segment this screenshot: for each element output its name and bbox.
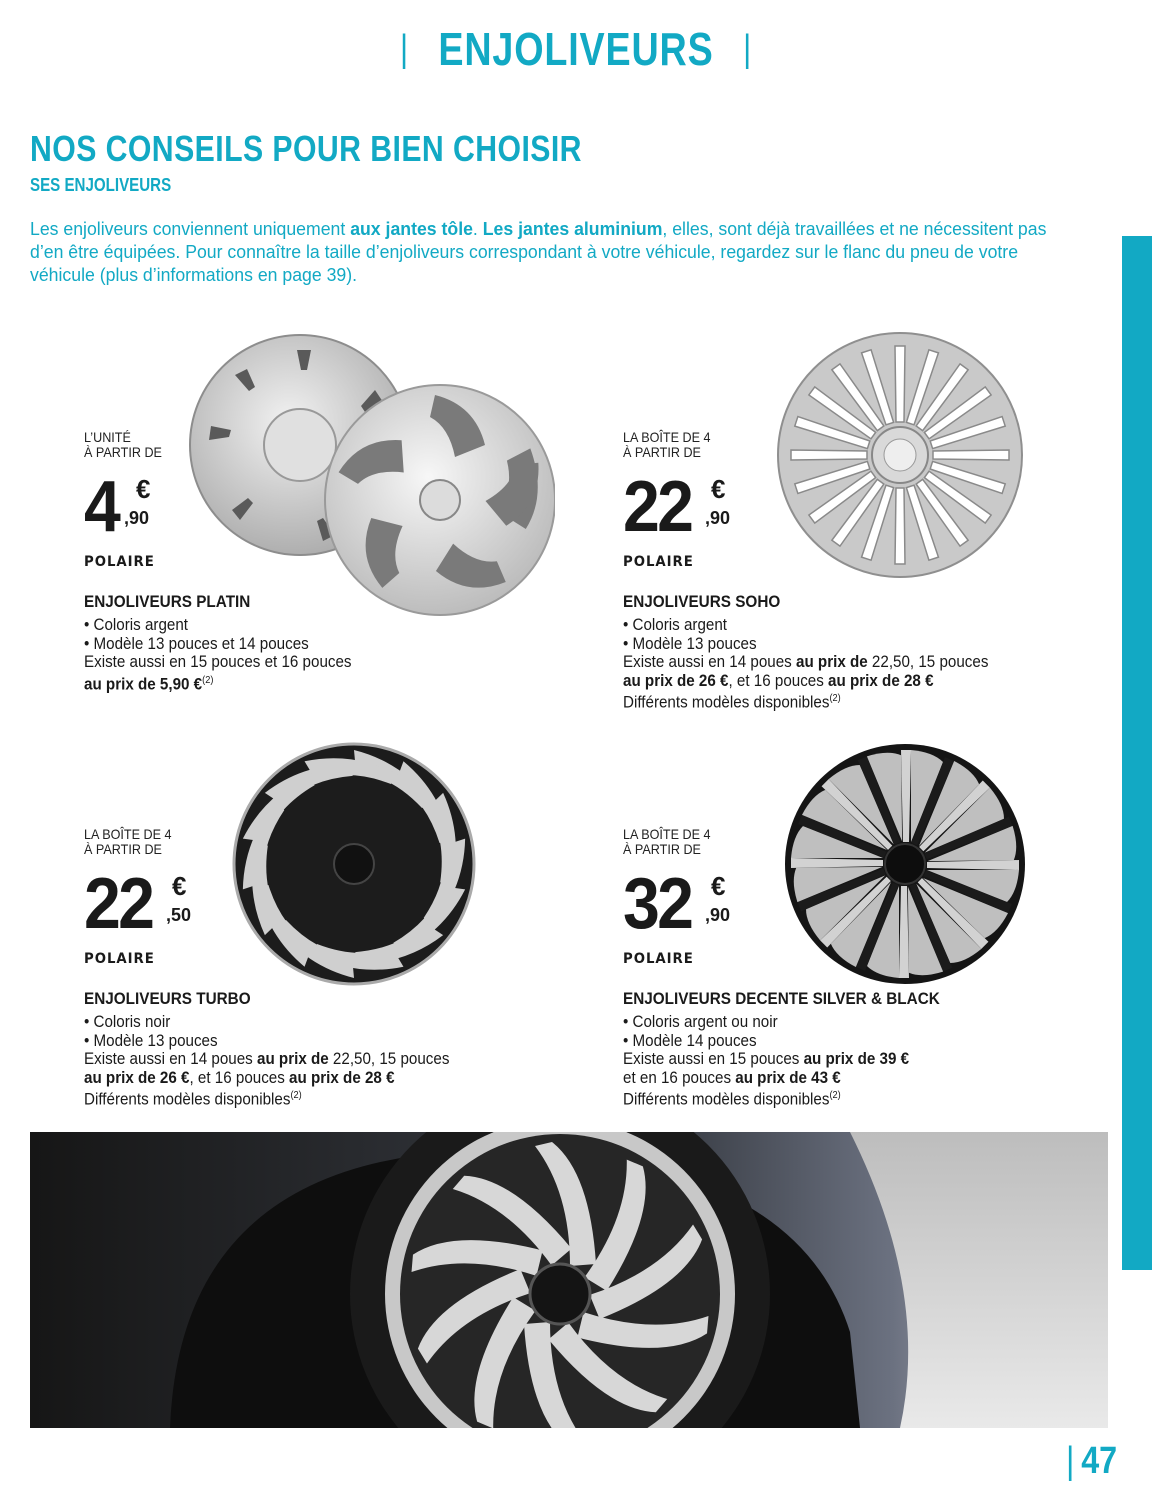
intro-bold: Les jantes aluminium <box>482 218 663 239</box>
price-cents: ,50 <box>166 905 192 925</box>
desc-bold: au prix de <box>796 653 868 671</box>
qty-label: À PARTIR DE <box>623 444 701 460</box>
intro-text: , elles, sont déjà travaillées et ne nécessitent pas d’en être équipées. Pour connaître la taille d’enjoliveurs correspondant à votre véhicule, regardez sur le flanc du pneu de votre véhicule (plus d’informations en page 39). <box>30 218 1047 285</box>
price-integer: 22 <box>623 467 692 547</box>
desc-line <box>84 1069 449 1088</box>
desc-line <box>623 1069 947 1088</box>
header-bar-left: | <box>399 28 409 70</box>
page-number-value: 47 <box>1081 1440 1118 1482</box>
desc-text: Existe aussi en 15 pouces <box>623 1050 804 1068</box>
desc-bold: au prix de 28 € <box>289 1068 395 1087</box>
qty-label: LA BOÎTE DE 4 <box>623 826 711 842</box>
desc-line <box>84 1050 449 1069</box>
intro-text: Les enjoliveurs conviennent uniquement <box>30 218 351 239</box>
product-name: ENJOLIVEURS TURBO <box>84 989 251 1008</box>
desc-line: • Modèle 14 pouces <box>623 1031 757 1050</box>
price-currency: € <box>711 871 726 901</box>
soho-hubcap-image <box>775 330 1025 580</box>
desc-line: Existe aussi en 15 pouces et 16 pouces <box>84 653 352 671</box>
qty-label: L’UNITÉ <box>84 429 131 445</box>
price-currency: € <box>711 474 726 504</box>
desc-bold: au prix de 26 € <box>84 1068 190 1087</box>
brand-logo: POLAIRE <box>84 554 155 570</box>
desc-line: • Modèle 13 pouces et 14 pouces <box>84 634 309 653</box>
section-subtitle: SES ENJOLIVEURS <box>30 175 172 195</box>
desc-text: Différents modèles disponibles <box>623 1090 830 1109</box>
platin-hubcap-image <box>185 330 555 620</box>
desc-line <box>623 1087 947 1109</box>
desc-line <box>623 653 988 672</box>
brand-logo: POLAIRE <box>623 951 694 967</box>
section-title: NOS CONSEILS POUR BIEN CHOISIR <box>30 128 582 169</box>
price-integer: 32 <box>623 864 692 944</box>
car-wheel-illustration <box>30 1132 1108 1428</box>
desc-text: et en 16 pouces <box>623 1068 736 1087</box>
desc-bold: au prix de <box>257 1050 329 1068</box>
price-integer: 4 <box>84 467 119 547</box>
desc-line: • Coloris argent ou noir <box>623 1013 778 1031</box>
desc-line <box>623 1050 947 1069</box>
desc-bold: au prix de 28 € <box>828 671 934 690</box>
desc-text: 22,50, 15 pouces <box>328 1050 450 1068</box>
desc-text: Existe aussi en 14 poues <box>84 1050 258 1068</box>
desc-line <box>623 672 988 691</box>
brand-logo: POLAIRE <box>623 554 694 570</box>
car-wheel-photo <box>30 1132 1108 1428</box>
intro-text: . <box>472 218 483 239</box>
side-tab <box>1122 236 1152 1270</box>
header-title: ENJOLIVEURS <box>438 23 714 75</box>
desc-text: Différents modèles disponibles <box>623 693 830 712</box>
desc-bold: au prix de 43 € <box>735 1068 841 1087</box>
product-description <box>84 1013 449 1109</box>
qty-label: À PARTIR DE <box>84 841 162 857</box>
product-name: ENJOLIVEURS PLATIN <box>84 592 251 611</box>
product-description <box>623 1013 947 1109</box>
footnote-ref: (2) <box>202 674 214 686</box>
desc-line: • Modèle 13 pouces <box>623 634 757 653</box>
desc-line: • Coloris argent <box>623 616 728 634</box>
footnote-ref: (2) <box>290 1090 302 1101</box>
desc-bold: au prix de 26 € <box>623 671 729 690</box>
turbo-hubcap-image <box>232 742 477 987</box>
product-name: ENJOLIVEURS SOHO <box>623 592 781 611</box>
decente-hubcap-image <box>783 742 1028 987</box>
desc-text: , et 16 pouces <box>728 671 829 690</box>
desc-bold: au prix de 5,90 € <box>84 675 203 693</box>
desc-text: Existe aussi en 14 poues <box>623 653 797 671</box>
spoke-shape <box>895 488 905 564</box>
brand-logo: POLAIRE <box>84 951 155 967</box>
desc-line: • Coloris argent <box>84 616 189 634</box>
qty-label: LA BOÎTE DE 4 <box>623 429 711 445</box>
page-header <box>104 22 1049 76</box>
price-integer: 22 <box>84 864 153 944</box>
page-number-bar: | <box>1066 1440 1075 1482</box>
desc-text: 22,50, 15 pouces <box>867 653 989 671</box>
desc-text: Différents modèles disponibles <box>84 1090 291 1109</box>
price-cents: ,90 <box>705 508 731 528</box>
desc-line <box>84 672 352 694</box>
footnote-ref: (2) <box>829 693 841 704</box>
footnote-ref: (2) <box>829 1090 841 1101</box>
spoke-shape <box>895 346 905 422</box>
header-bar-right: | <box>743 28 753 70</box>
qty-label: À PARTIR DE <box>84 444 162 460</box>
price-cents: ,90 <box>124 508 150 528</box>
product-description <box>623 616 988 712</box>
desc-line <box>623 690 988 712</box>
product-description <box>84 616 352 694</box>
desc-text: , et 16 pouces <box>189 1068 290 1087</box>
price-currency: € <box>172 871 187 901</box>
price-cents: ,90 <box>705 905 731 925</box>
desc-line <box>84 1087 449 1109</box>
price-currency: € <box>136 474 151 504</box>
desc-line: • Modèle 13 pouces <box>84 1031 218 1050</box>
qty-label: À PARTIR DE <box>623 841 701 857</box>
spoke-shape <box>791 450 867 460</box>
spoke-shape <box>933 450 1009 460</box>
page-number <box>1066 1440 1117 1483</box>
product-name: ENJOLIVEURS DECENTE SILVER & BLACK <box>623 989 940 1008</box>
intro-bold: aux jantes tôle <box>350 218 473 239</box>
desc-line: • Coloris noir <box>84 1013 171 1031</box>
desc-bold: au prix de 39 € <box>803 1050 910 1068</box>
intro-paragraph <box>30 217 1071 286</box>
qty-label: LA BOÎTE DE 4 <box>84 826 172 842</box>
